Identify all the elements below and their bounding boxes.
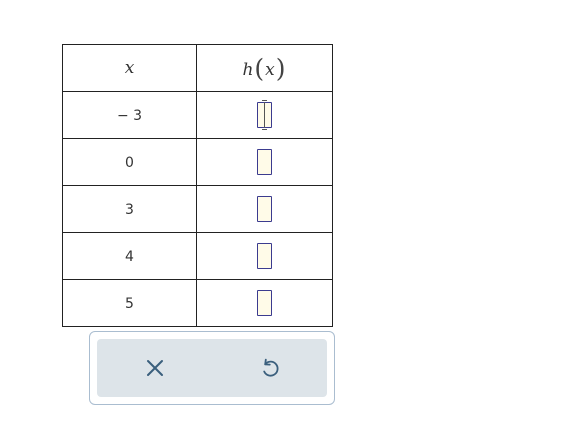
- h-value-cell[interactable]: [197, 233, 333, 280]
- answer-input[interactable]: [257, 149, 272, 175]
- reset-button[interactable]: [248, 346, 292, 390]
- header-h-cell: [197, 45, 333, 92]
- x-value-cell: [63, 92, 197, 139]
- answer-input[interactable]: [257, 196, 272, 222]
- table-row: [63, 186, 333, 233]
- undo-icon: [258, 356, 282, 380]
- header-open-paren: (: [254, 53, 265, 83]
- x-value: 3: [125, 202, 134, 218]
- x-value: 0: [125, 155, 134, 171]
- h-value-cell[interactable]: [197, 186, 333, 233]
- header-x-label: x: [124, 58, 135, 78]
- close-icon: [144, 357, 166, 379]
- header-h-arg: x: [265, 59, 275, 80]
- header-h-name: h: [242, 59, 254, 80]
- function-table: [62, 44, 333, 327]
- x-value-cell: [63, 186, 197, 233]
- answer-toolbar: [89, 331, 335, 405]
- clear-button[interactable]: [133, 346, 177, 390]
- x-value: 4: [125, 249, 134, 265]
- table-row: [63, 280, 333, 327]
- h-value-cell[interactable]: [197, 280, 333, 327]
- h-value-cell[interactable]: [197, 92, 333, 139]
- answer-input[interactable]: [257, 290, 272, 316]
- x-value: − 3: [116, 108, 143, 124]
- header-x-cell: [63, 45, 197, 92]
- text-cursor: [262, 100, 266, 130]
- x-value-cell: [63, 233, 197, 280]
- x-value-cell: [63, 280, 197, 327]
- answer-input[interactable]: [257, 102, 272, 128]
- x-value: 5: [125, 296, 134, 312]
- x-value-cell: [63, 139, 197, 186]
- header-close-paren: ): [275, 53, 286, 83]
- table-row: [63, 139, 333, 186]
- table-row: [63, 233, 333, 280]
- toolbar-inner: [97, 339, 327, 397]
- table-row: [63, 92, 333, 139]
- h-value-cell[interactable]: [197, 139, 333, 186]
- table-header-row: [63, 45, 333, 92]
- answer-input[interactable]: [257, 243, 272, 269]
